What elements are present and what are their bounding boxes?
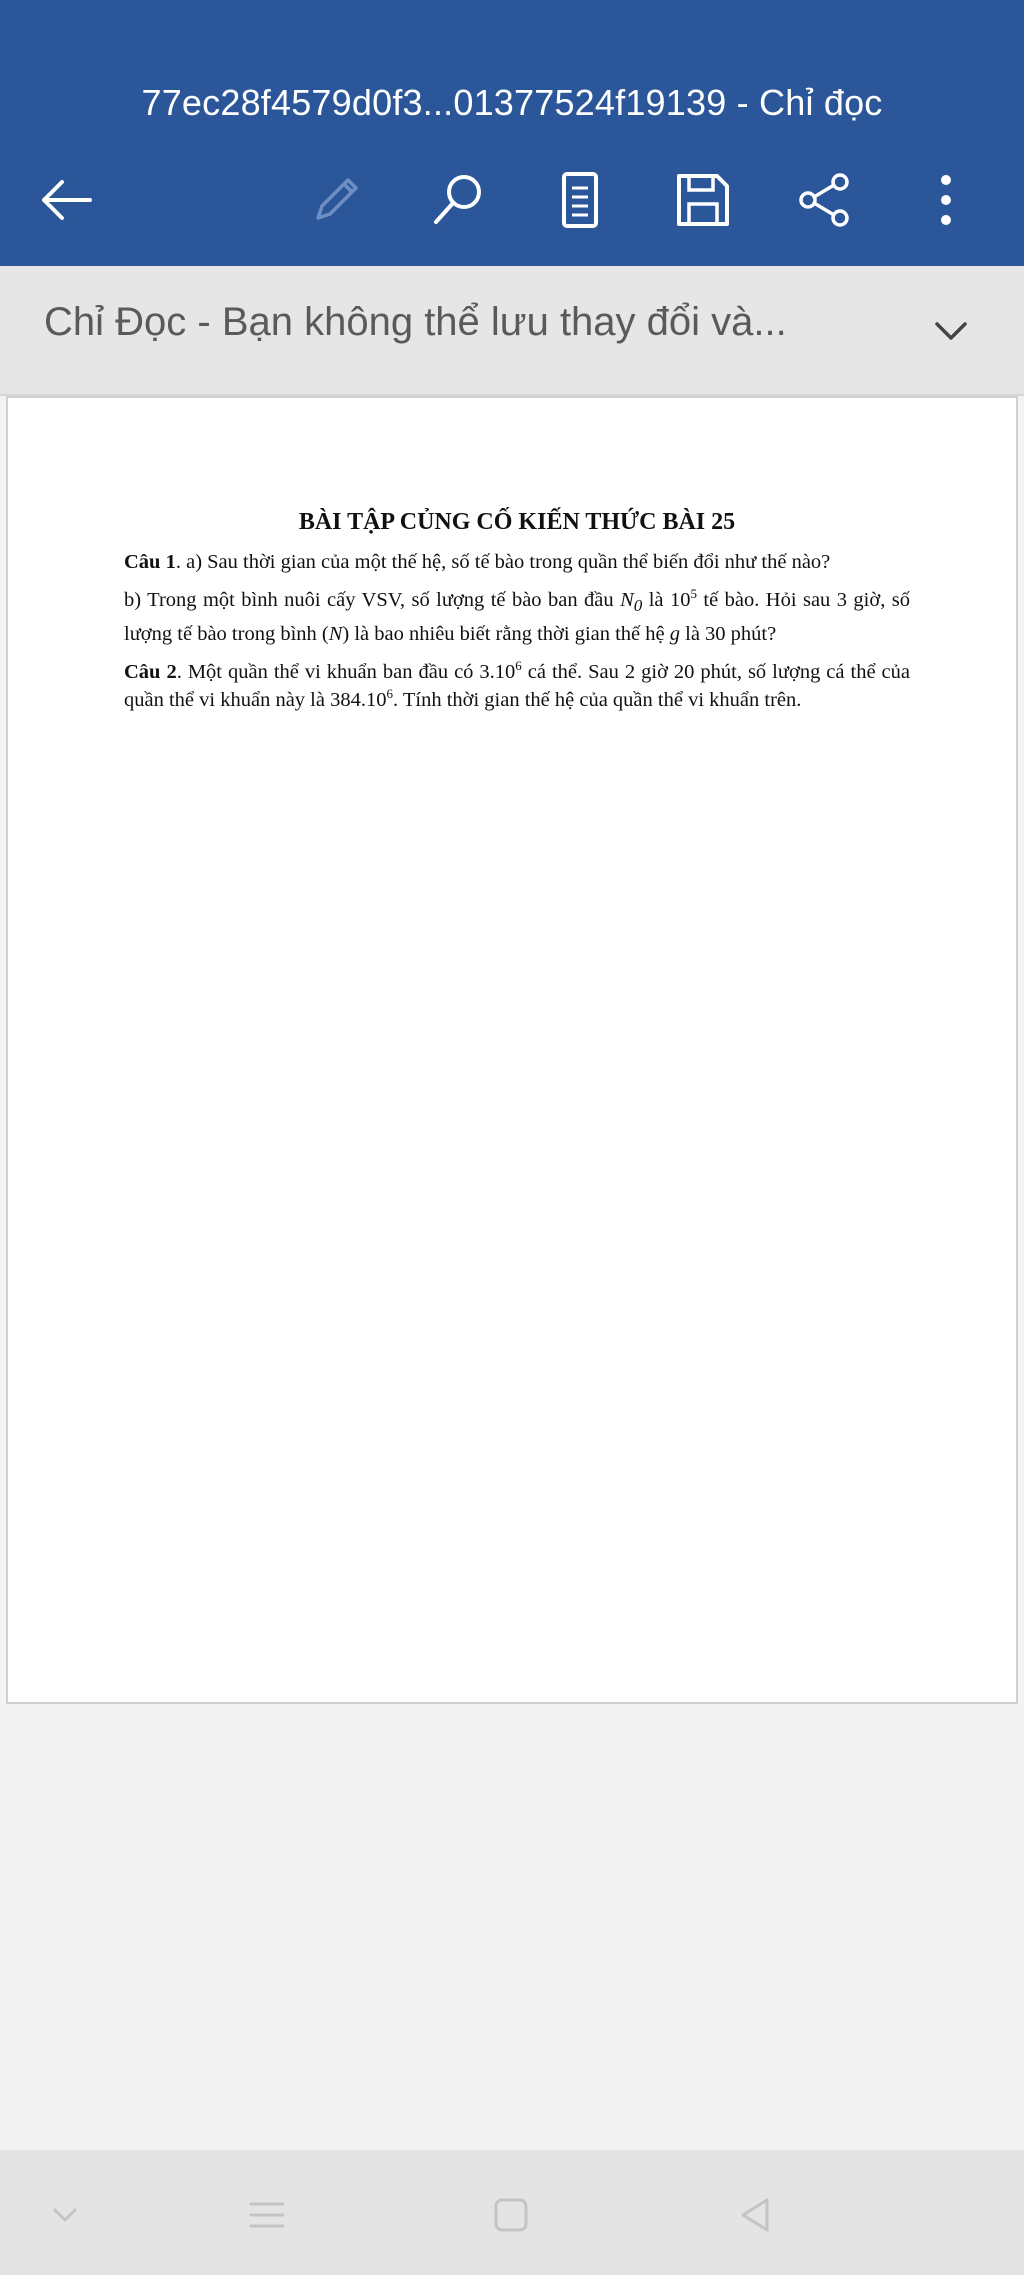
chevron-down-icon	[931, 311, 971, 351]
question-2-text: . Một quần thể vi khuẩn ban đầu có 3.10	[176, 661, 516, 684]
question-2-text: cá thể. Sau 2 giờ 20 phút, số lượng cá thể của quần thể vi khuẩn này là 384.10	[124, 661, 910, 712]
mobile-view-button[interactable]	[540, 160, 620, 240]
recent-apps-icon	[247, 2195, 287, 2235]
search-icon	[428, 170, 488, 230]
n0-symbol	[620, 589, 643, 616]
share-button[interactable]	[784, 160, 864, 240]
read-only-message: Chỉ Đọc - Bạn không thể lưu thay đổi và...	[44, 300, 787, 344]
recent-apps-button[interactable]	[232, 2180, 302, 2250]
app-toolbar	[0, 0, 1024, 266]
n0-subscript: 0	[633, 596, 643, 616]
question-2-text: . Tính thời gian thế hệ của quần thể vi khuẩn trên.	[392, 689, 802, 712]
back-icon	[735, 2195, 775, 2235]
question-1	[124, 548, 910, 576]
n0-letter: N	[620, 589, 634, 611]
question-1-label: Câu 1	[124, 551, 176, 573]
edit-pencil-icon	[308, 172, 364, 228]
question-2-label: Câu 2	[124, 661, 177, 684]
back-button[interactable]	[26, 160, 106, 240]
expand-banner-button[interactable]	[916, 296, 986, 366]
more-vert-icon	[931, 170, 961, 230]
search-button[interactable]	[418, 160, 498, 240]
save-button[interactable]	[663, 160, 743, 240]
question-1b-text: ) là bao nhiêu biết rằng thời gian thế hệ	[342, 623, 670, 646]
document-heading: BÀI TẬP CỦNG CỐ KIẾN THỨC BÀI 25	[298, 509, 736, 535]
back-arrow-icon	[38, 172, 94, 228]
g-symbol: g	[669, 623, 681, 646]
home-icon	[491, 2195, 531, 2235]
save-icon	[673, 170, 733, 230]
system-nav-bar	[0, 2150, 1024, 2275]
home-button[interactable]	[476, 2180, 546, 2250]
question-1b-text: là 30 phút?	[680, 623, 777, 646]
question-1-text: . a) Sau thời gian của một thế hệ, số tế bào trong quần thể biến đổi như thế nào?	[175, 551, 831, 573]
mobile-view-icon	[552, 170, 608, 230]
more-options-button[interactable]	[906, 160, 986, 240]
document-content	[124, 508, 910, 724]
question-1b	[124, 586, 910, 648]
question-1b-text: tế bào. Hỏi sau 3 giờ, số lượng tế bào trong bình (	[124, 589, 911, 646]
question-1b-text: b) Trong một bình nuôi cấy VSV, số lượng tế bào ban đầu	[124, 589, 621, 611]
read-only-banner[interactable]	[0, 266, 1024, 396]
n-symbol: N	[328, 623, 343, 646]
nav-hide-button[interactable]	[30, 2180, 100, 2250]
document-page[interactable]	[6, 396, 1018, 1704]
question-2	[124, 658, 910, 714]
document-title: 77ec28f4579d0f3...01377524f19139 - Chỉ đọc	[141, 82, 883, 123]
back-nav-button[interactable]	[720, 2180, 790, 2250]
exponent: 5	[690, 586, 697, 602]
share-icon	[794, 170, 854, 230]
exponent: 6	[515, 658, 522, 674]
edit-button[interactable]	[296, 160, 376, 240]
question-1b-text: là 10	[642, 589, 691, 611]
nav-hide-icon	[47, 2197, 83, 2233]
exponent: 6	[386, 686, 393, 702]
